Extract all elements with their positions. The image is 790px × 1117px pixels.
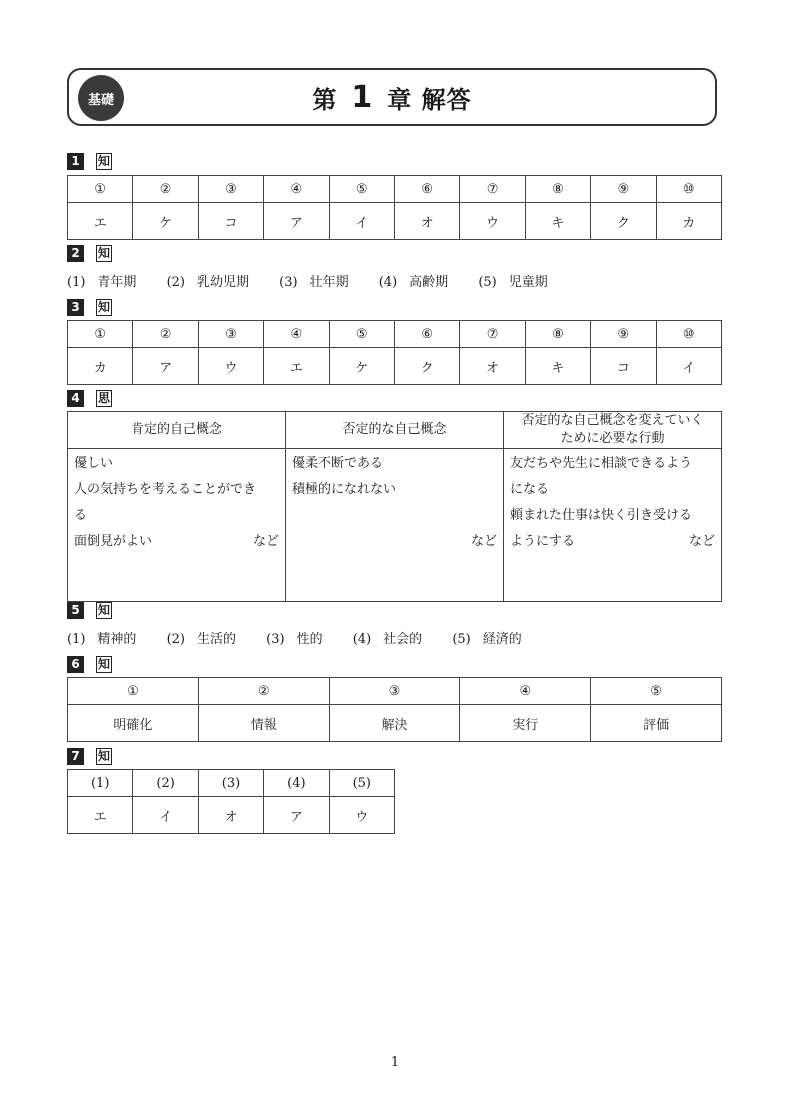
text-line xyxy=(74,529,279,555)
text-line: になる xyxy=(510,482,550,497)
question-number: 6 xyxy=(67,656,84,673)
question-6-heading xyxy=(67,655,112,673)
text-line: 友だちや先生に相談できるよう xyxy=(510,456,693,471)
etc-label: など xyxy=(688,534,715,549)
header-cell: ④ xyxy=(460,678,591,705)
column-header-actions xyxy=(504,412,722,449)
answer-cell: 情報 xyxy=(198,705,329,742)
question-number: 3 xyxy=(67,299,84,316)
answer-cell: カ xyxy=(68,348,133,385)
answer-line-5 xyxy=(67,628,548,647)
answer-cell: エ xyxy=(264,348,329,385)
self-concept-table xyxy=(67,411,722,602)
item-answer: 社会的 xyxy=(383,632,423,647)
header-row xyxy=(68,176,722,203)
header-cell: ⑨ xyxy=(591,321,656,348)
answer-cell: ア xyxy=(264,203,329,240)
header-row xyxy=(68,321,722,348)
title-suffix: 章 解答 xyxy=(387,85,472,114)
answer-row xyxy=(68,203,722,240)
answer-cell: エ xyxy=(68,203,133,240)
answer-cell: オ xyxy=(460,348,525,385)
header-cell: ⑧ xyxy=(525,321,590,348)
header-cell: ① xyxy=(68,176,133,203)
header-cell: ③ xyxy=(329,678,460,705)
header-cell: ⑧ xyxy=(525,176,590,203)
header-cell: ⑤ xyxy=(329,176,394,203)
text-line: 優柔不断である xyxy=(292,456,384,471)
chapter-header xyxy=(67,68,717,126)
etc-label: など xyxy=(252,534,279,549)
answer-row xyxy=(68,705,722,742)
column-header-positive: 肯定的自己概念 xyxy=(68,412,286,449)
header-cell: (2) xyxy=(133,770,198,797)
header-cell: ⑥ xyxy=(394,321,459,348)
item-number: (5) xyxy=(478,275,497,290)
answer-cell: 評価 xyxy=(591,705,722,742)
answer-cell: イ xyxy=(329,203,394,240)
text-line xyxy=(292,503,497,529)
column-header-negative: 否定的な自己概念 xyxy=(286,412,504,449)
text-fragment: ようにする xyxy=(510,534,576,549)
item-number: (4) xyxy=(352,632,372,647)
answer-cell: オ xyxy=(394,203,459,240)
header-cell: ⑤ xyxy=(329,321,394,348)
item-number: (1) xyxy=(67,275,86,290)
answer-cell: ウ xyxy=(329,797,394,834)
answer-cell: イ xyxy=(656,348,721,385)
item-answer: 精神的 xyxy=(97,632,137,647)
text-line: 頼まれた仕事は快く引き受ける xyxy=(510,508,693,523)
item-answer: 壮年期 xyxy=(309,275,349,290)
question-tag: 知 xyxy=(98,299,111,314)
question-number: 2 xyxy=(67,245,84,262)
answer-cell: ウ xyxy=(460,203,525,240)
answer-cell: カ xyxy=(656,203,721,240)
answer-cell: 解決 xyxy=(329,705,460,742)
item-number: (3) xyxy=(279,275,298,290)
header-cell: (1) xyxy=(68,770,133,797)
text-line: 優しい xyxy=(74,456,114,471)
answer-cell: ケ xyxy=(329,348,394,385)
negative-cell xyxy=(286,449,504,602)
header-cell: ⑦ xyxy=(460,321,525,348)
header-cell: ⑥ xyxy=(394,176,459,203)
answer-cell: 明確化 xyxy=(68,705,199,742)
text-line: 人の気持ちを考えることができ xyxy=(74,482,257,497)
etc-label: など xyxy=(470,534,497,549)
header-row xyxy=(68,678,722,705)
question-tag: 知 xyxy=(98,602,111,617)
chapter-number: 1 xyxy=(351,79,374,115)
content-row xyxy=(68,449,722,602)
text-line xyxy=(510,529,715,555)
question-5-heading xyxy=(67,601,112,619)
item-number: (2) xyxy=(166,275,185,290)
header-line: 否定的な自己概念を変えていく xyxy=(521,413,704,428)
header-row xyxy=(68,770,395,797)
answer-cell: コ xyxy=(198,203,263,240)
header-cell: ④ xyxy=(264,321,329,348)
text-line: る xyxy=(74,508,88,523)
header-cell: ② xyxy=(133,176,198,203)
question-4-heading xyxy=(67,389,112,407)
answer-cell: ア xyxy=(264,797,329,834)
question-tag: 知 xyxy=(98,748,111,763)
header-cell: (3) xyxy=(198,770,263,797)
header-cell: ① xyxy=(68,678,199,705)
item-answer: 青年期 xyxy=(97,275,137,290)
item-answer: 児童期 xyxy=(508,275,548,290)
header-cell: ① xyxy=(68,321,133,348)
header-cell: ③ xyxy=(198,321,263,348)
header-cell: ④ xyxy=(264,176,329,203)
header-cell: ⑤ xyxy=(591,678,722,705)
item-answer: 高齢期 xyxy=(409,275,449,290)
answer-table-3 xyxy=(67,320,722,385)
header-line: ために必要な行動 xyxy=(560,431,665,446)
item-number: (5) xyxy=(452,632,471,647)
answer-cell: コ xyxy=(591,348,656,385)
question-tag: 知 xyxy=(98,245,111,260)
question-tag: 知 xyxy=(98,153,111,168)
text-fragment: 面倒見がよい xyxy=(74,534,153,549)
answer-cell: ク xyxy=(591,203,656,240)
answer-cell: オ xyxy=(198,797,263,834)
header-cell: ③ xyxy=(198,176,263,203)
answer-cell: ウ xyxy=(198,348,263,385)
answer-cell: キ xyxy=(525,348,590,385)
item-answer: 性的 xyxy=(296,632,323,647)
header-cell: ⑩ xyxy=(656,176,721,203)
header-cell: ② xyxy=(198,678,329,705)
item-number: (1) xyxy=(67,632,86,647)
item-answer: 乳幼児期 xyxy=(197,275,250,290)
header-cell: ⑨ xyxy=(591,176,656,203)
header-cell: ⑩ xyxy=(656,321,721,348)
answer-table-1 xyxy=(67,175,722,240)
answer-cell: イ xyxy=(133,797,198,834)
question-1-heading xyxy=(67,152,112,170)
question-7-heading xyxy=(67,747,112,765)
question-tag: 思 xyxy=(98,390,111,405)
header-cell: (5) xyxy=(329,770,394,797)
basic-badge: 基礎 xyxy=(78,75,124,121)
answer-cell: 実行 xyxy=(460,705,591,742)
item-answer: 生活的 xyxy=(197,632,237,647)
page-number: 1 xyxy=(390,1055,400,1070)
answer-row xyxy=(68,348,722,385)
question-number: 4 xyxy=(67,390,84,407)
item-number: (2) xyxy=(166,632,185,647)
actions-cell xyxy=(504,449,722,602)
title-prefix: 第 xyxy=(312,85,338,114)
question-number: 5 xyxy=(67,602,84,619)
answer-cell: ケ xyxy=(133,203,198,240)
answer-cell: ア xyxy=(133,348,198,385)
question-number: 1 xyxy=(67,153,84,170)
header-cell: ② xyxy=(133,321,198,348)
text-line: 積極的になれない xyxy=(292,482,397,497)
positive-cell xyxy=(68,449,286,602)
page-title xyxy=(69,70,715,124)
item-number: (4) xyxy=(378,275,398,290)
header-row xyxy=(68,412,722,449)
answer-line-2 xyxy=(67,271,574,290)
question-tag: 知 xyxy=(98,656,111,671)
header-cell: (4) xyxy=(264,770,329,797)
answer-table-7 xyxy=(67,769,395,834)
answer-cell: キ xyxy=(525,203,590,240)
header-cell: ⑦ xyxy=(460,176,525,203)
question-number: 7 xyxy=(67,748,84,765)
item-number: (3) xyxy=(266,632,285,647)
answer-row xyxy=(68,797,395,834)
question-3-heading xyxy=(67,298,112,316)
answer-cell: エ xyxy=(68,797,133,834)
answer-table-6 xyxy=(67,677,722,742)
question-2-heading xyxy=(67,244,112,262)
answer-cell: ク xyxy=(394,348,459,385)
item-answer: 経済的 xyxy=(482,632,522,647)
